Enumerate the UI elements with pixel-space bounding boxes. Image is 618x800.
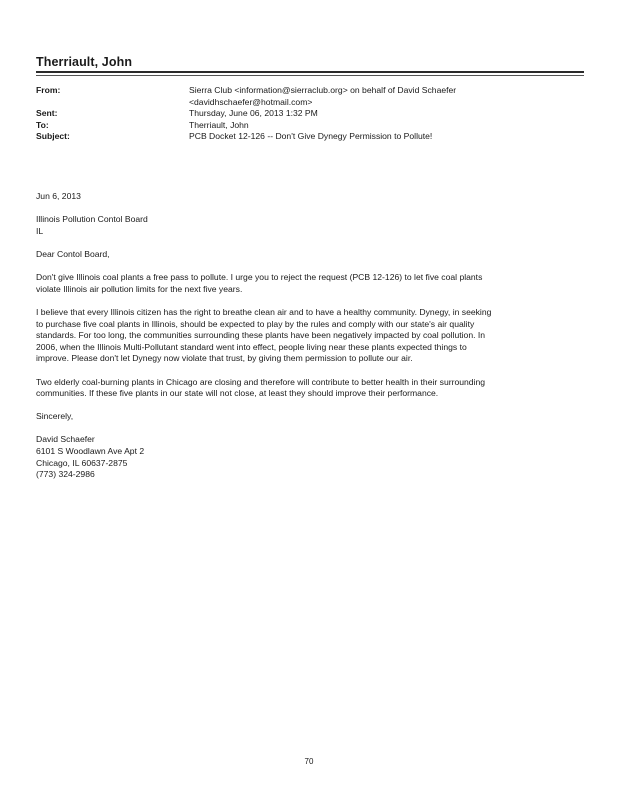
email-header <box>36 85 596 143</box>
paragraph-line: I believe that every Illinois citizen has the right to breathe clean air and to have a healthy community. Dynegy, in seeking <box>36 306 492 317</box>
paragraph-1 <box>36 272 582 295</box>
sent-label: Sent: <box>36 108 58 119</box>
email-date <box>36 191 582 203</box>
signature-address-line: Chicago, IL 60637-2875 <box>36 457 128 468</box>
paragraph-line: Don't give Illinois coal plants a free pass to pollute. I urge you to reject the request (PCB 12-126) to let five coal plants <box>36 272 483 283</box>
paragraph-line: violate Illinois air pollution limits for the next five years. <box>36 283 243 294</box>
paragraph-2 <box>36 307 582 365</box>
paragraph-3 <box>36 377 582 400</box>
paragraph-line: 2006, when the Illinois Multi-Pollutant standard went into effect, people living near these plants expected things to <box>36 341 467 352</box>
sent-row <box>36 108 596 120</box>
header-divider <box>36 71 584 73</box>
to-value <box>189 120 596 132</box>
paragraph-line: standards. For too long, the communities surrounding these plants have been negatively impacted by coal pollution. In <box>36 330 486 341</box>
header-divider-thin <box>36 75 584 76</box>
paragraph-line: to purchase five coal plants in Illinois, should be expected to play by the rules and comply with our state's air quality <box>36 318 475 329</box>
recipient-line: Illinois Pollution Contol Board <box>36 214 148 225</box>
signature-block <box>36 434 582 480</box>
salutation-text: Dear Contol Board, <box>36 248 110 259</box>
sent-value-text: Thursday, June 06, 2013 1:32 PM <box>189 108 318 119</box>
closing-text: Sincerely, <box>36 411 74 422</box>
to-value-text: Therriault, John <box>189 119 249 130</box>
mailbox-owner-name: Therriault, John <box>36 55 133 69</box>
signature-address-line: 6101 S Woodlawn Ave Apt 2 <box>36 446 145 457</box>
paragraph-line: communities. If these five plants in our state will not close, at least they should improve their performance. <box>36 388 439 399</box>
subject-value-text: PCB Docket 12-126 -- Don't Give Dynegy Permission to Pollute! <box>189 131 433 142</box>
email-body <box>36 191 582 492</box>
subject-row <box>36 131 596 143</box>
paragraph-line: Two elderly coal-burning plants in Chicago are closing and therefore will contribute to better health in their surrounding <box>36 376 486 387</box>
subject-label: Subject: <box>36 131 70 142</box>
subject-value <box>189 131 596 143</box>
recipient-block <box>36 214 582 237</box>
paragraph-line: improve. Please don't let Dynegy now violate that trust, by giving them permission to pollute our air. <box>36 353 413 364</box>
date-text: Jun 6, 2013 <box>36 191 81 201</box>
signature-phone: (773) 324-2986 <box>36 469 95 480</box>
recipient-line: IL <box>36 225 44 236</box>
from-row <box>36 85 596 108</box>
to-row <box>36 120 596 132</box>
closing <box>36 411 582 423</box>
from-value-line: <davidhschaefer@hotmail.com> <box>189 96 313 107</box>
signature-name: David Schaefer <box>36 434 95 445</box>
sent-value <box>189 108 596 120</box>
page-number: 70 <box>304 757 314 766</box>
from-value-line: Sierra Club <information@sierraclub.org> on behalf of David Schaefer <box>189 85 457 95</box>
from-label: From: <box>36 85 61 95</box>
to-label: To: <box>36 119 49 130</box>
salutation <box>36 249 582 261</box>
from-value <box>189 85 596 108</box>
